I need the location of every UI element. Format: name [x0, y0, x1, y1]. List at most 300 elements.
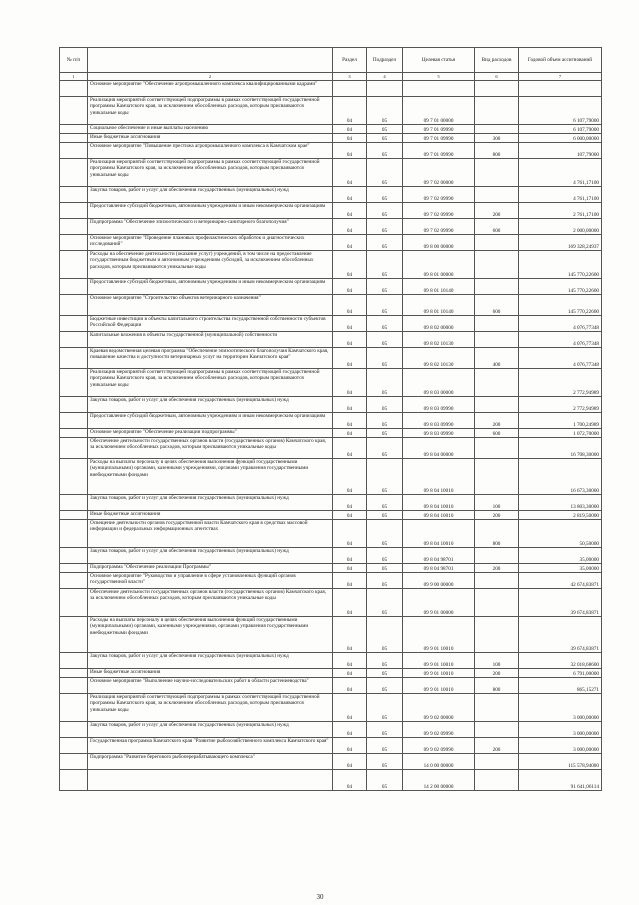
cell-name: Основное мероприятие "Руководство и управление в сфере установленных функций органов государственной власти" [88, 573, 333, 589]
cell-name: Иные бюджетные ассигнования [88, 134, 333, 143]
cell-podrazdel: 05 [367, 617, 403, 653]
cell-annual-sum: 107,79000 [519, 143, 602, 159]
cell-name: Бюджетные инвестиции в объекты капитального строительства государственной собственности субъектов Российской Федерации [88, 316, 333, 332]
cell-annual-sum: 145 770,22600 [519, 295, 602, 316]
cell-annual-sum: 50,50000 [519, 520, 602, 548]
cell-razdel: 04 [333, 564, 367, 573]
cell-annual-sum: 16 673,30000 [519, 459, 602, 495]
cell-podrazdel: 05 [367, 653, 403, 669]
cell-razdel: 04 [333, 397, 367, 413]
cell-podrazdel: 05 [367, 694, 403, 722]
cell-expense-type [475, 617, 519, 653]
cell-annual-sum: 865,15271 [519, 678, 602, 694]
cell-annual-sum: 39 674,83871 [519, 617, 602, 653]
header-name [88, 48, 333, 73]
cell-name: Основное мероприятие "Строительство объектов ветеринарного назначения" [88, 295, 333, 316]
cell-num [60, 251, 88, 279]
page-number: 30 [316, 893, 324, 901]
cell-target-article: 09 8 04 10010 [403, 520, 475, 548]
cell-podrazdel: 05 [367, 520, 403, 548]
cell-name: Подпрограмма "Развитие берегового рыбоперерабатывающего комплекса" [88, 754, 333, 770]
table-body [60, 81, 602, 791]
column-number: 3 [333, 73, 367, 81]
cell-podrazdel: 05 [367, 429, 403, 438]
cell-expense-type: 600 [475, 429, 519, 438]
cell-expense-type: 200 [475, 203, 519, 219]
cell-target-article: 09 9 02 09990 [403, 722, 475, 738]
cell-annual-sum: 1 700,24989 [519, 413, 602, 429]
cell-num [60, 548, 88, 564]
cell-target-article: 09 9 02 09990 [403, 738, 475, 754]
cell-annual-sum: 3 000,00000 [519, 738, 602, 754]
cell-razdel: 04 [333, 520, 367, 548]
table-row [60, 678, 602, 694]
cell-target-article: 09 7 01 00000 [403, 97, 475, 125]
cell-annual-sum: 32 018,68600 [519, 653, 602, 669]
cell-podrazdel: 05 [367, 316, 403, 332]
cell-target-article: 09 8 01 00000 [403, 251, 475, 279]
table-row [60, 332, 602, 348]
cell-podrazdel: 05 [367, 511, 403, 520]
cell-expense-type [475, 589, 519, 617]
cell-podrazdel: 05 [367, 251, 403, 279]
cell-num [60, 134, 88, 143]
cell-annual-sum: 1 072,70000 [519, 429, 602, 438]
cell-expense-type [475, 159, 519, 187]
cell-num [60, 187, 88, 203]
cell-name: Обеспечение деятельности государственных органов власти (государственных органов) Камчатского края, за исключением обособленных расходов, которым присваиваются уникальные коды [88, 589, 333, 617]
table-row [60, 573, 602, 589]
table-row [60, 81, 602, 97]
cell-name: Предоставление субсидий бюджетным, автономным учреждениям и иным некоммерческим организациям [88, 203, 333, 219]
cell-podrazdel: 05 [367, 738, 403, 754]
cell-annual-sum: 2 000,00000 [519, 219, 602, 235]
cell-num [60, 495, 88, 511]
cell-name: Краевая ведомственная целевая программа "Обеспечение эпизоотического благополучия Камчатского края, повышение качества и доступности ветеринарных услуг на территории Камчатского края" [88, 348, 333, 369]
cell-expense-type [475, 459, 519, 495]
cell-annual-sum: 4 761,17100 [519, 159, 602, 187]
cell-name: Иные бюджетные ассигнования [88, 669, 333, 678]
cell-razdel: 04 [333, 295, 367, 316]
cell-razdel: 04 [333, 369, 367, 397]
cell-target-article: 09 9 01 10010 [403, 617, 475, 653]
cell-target-article: 14 0 00 00000 [403, 754, 475, 770]
cell-expense-type: 100 [475, 653, 519, 669]
cell-expense-type: 200 [475, 564, 519, 573]
cell-name [88, 770, 333, 791]
cell-razdel: 04 [333, 694, 367, 722]
cell-podrazdel: 05 [367, 397, 403, 413]
cell-razdel: 04 [333, 159, 367, 187]
cell-podrazdel: 05 [367, 187, 403, 203]
cell-podrazdel [367, 81, 403, 97]
cell-target-article: 09 9 01 10010 [403, 653, 475, 669]
column-number: 4 [367, 73, 403, 81]
cell-expense-type [475, 316, 519, 332]
cell-num [60, 722, 88, 738]
cell-target-article: 09 8 04 00000 [403, 438, 475, 459]
cell-num [60, 459, 88, 495]
cell-target-article: 09 8 00 00000 [403, 235, 475, 251]
cell-podrazdel: 05 [367, 573, 403, 589]
cell-razdel: 04 [333, 429, 367, 438]
cell-podrazdel: 05 [367, 219, 403, 235]
cell-target-article: 09 7 02 09990 [403, 203, 475, 219]
cell-name: Закупка товаров, работ и услуг для обеспечения государственных (муниципальных) нужд [88, 548, 333, 564]
cell-name: Закупка товаров, работ и услуг для обеспечения государственных (муниципальных) нужд [88, 653, 333, 669]
cell-podrazdel: 05 [367, 369, 403, 397]
cell-annual-sum: 35,00000 [519, 564, 602, 573]
table-row [60, 295, 602, 316]
cell-num [60, 738, 88, 754]
table-row [60, 134, 602, 143]
header-num: № п/п [60, 48, 88, 73]
cell-name: Подпрограмма "Обеспечение эпизоотического и ветеринарно-санитарного благополучия" [88, 219, 333, 235]
cell-razdel: 04 [333, 459, 367, 495]
table-row [60, 495, 602, 511]
cell-name: Основное мероприятие "Обеспечение агропромышленного комплекса квалифицированными кадрами" [88, 81, 333, 97]
cell-expense-type [475, 397, 519, 413]
cell-name: Расходы на обеспечение деятельности (оказание услуг) учреждений, в том числе на предоставление государственным бюджетным и автономным учреждениям субсидий, за исключением обособленных расходов, которым присваиваются уникальные коды [88, 251, 333, 279]
cell-name: Иные бюджетные ассигнования [88, 511, 333, 520]
cell-num [60, 669, 88, 678]
table-row [60, 413, 602, 429]
header-expense-type: Вид расходов [475, 48, 519, 73]
cell-annual-sum: 42 674,83871 [519, 573, 602, 589]
cell-target-article: 09 9 01 00000 [403, 589, 475, 617]
cell-num [60, 770, 88, 791]
cell-podrazdel: 05 [367, 134, 403, 143]
cell-target-article: 09 9 01 10010 [403, 669, 475, 678]
cell-name: Реализация мероприятий соответствующей подпрограммы в рамках соответствующей государственной программы Камчатского края, за исключением обособленных расходов, которым присваиваются уникальные коды [88, 694, 333, 722]
cell-razdel: 04 [333, 187, 367, 203]
cell-name: Закупка товаров, работ и услуг для обеспечения государственных (муниципальных) нужд [88, 187, 333, 203]
cell-annual-sum: 6 000,00000 [519, 134, 602, 143]
cell-num [60, 143, 88, 159]
cell-podrazdel: 05 [367, 295, 403, 316]
cell-podrazdel: 05 [367, 413, 403, 429]
cell-num [60, 316, 88, 332]
cell-expense-type: 600 [475, 295, 519, 316]
cell-num [60, 97, 88, 125]
table-row [60, 348, 602, 369]
header-row [60, 48, 602, 73]
cell-annual-sum: 2 761,17100 [519, 203, 602, 219]
cell-target-article: 09 8 04 10010 [403, 511, 475, 520]
table-row [60, 511, 602, 520]
cell-razdel: 04 [333, 125, 367, 134]
cell-name: Расходы на выплаты персоналу в целях обеспечения выполнения функций государственными (муниципальными) органами, казенными учреждениями, органами управления государственными внебюджетными фондами [88, 459, 333, 495]
cell-name: Закупка товаров, работ и услуг для обеспечения государственных (муниципальных) нужд [88, 722, 333, 738]
cell-annual-sum: 145 770,22600 [519, 251, 602, 279]
cell-name: Капитальные вложения в объекты государственной (муниципальной) собственности [88, 332, 333, 348]
cell-target-article: 09 9 01 10010 [403, 678, 475, 694]
cell-target-article: 09 8 03 09990 [403, 397, 475, 413]
cell-razdel: 04 [333, 143, 367, 159]
column-number: 7 [519, 73, 602, 81]
table-row [60, 770, 602, 791]
cell-expense-type: 100 [475, 495, 519, 511]
cell-name: Предоставление субсидий бюджетным, автономным учреждениям и иным некоммерческим организациям [88, 279, 333, 295]
cell-expense-type: 800 [475, 520, 519, 548]
cell-name: Закупка товаров, работ и услуг для обеспечения государственных (муниципальных) нужд [88, 495, 333, 511]
cell-podrazdel: 05 [367, 589, 403, 617]
cell-annual-sum [519, 81, 602, 97]
cell-name: Реализация мероприятий соответствующей подпрограммы в рамках соответствующей государственной программы Камчатского края, за исключением обособленных расходов, которым присваиваются уникальные коды [88, 159, 333, 187]
cell-podrazdel: 05 [367, 459, 403, 495]
cell-num [60, 279, 88, 295]
cell-razdel: 04 [333, 251, 367, 279]
cell-annual-sum: 13 803,30000 [519, 495, 602, 511]
cell-num [60, 564, 88, 573]
table-row [60, 219, 602, 235]
table-row [60, 669, 602, 678]
cell-num [60, 429, 88, 438]
cell-podrazdel: 05 [367, 548, 403, 564]
cell-podrazdel: 05 [367, 279, 403, 295]
cell-podrazdel: 05 [367, 97, 403, 125]
cell-num [60, 348, 88, 369]
table-row [60, 235, 602, 251]
cell-name: Основное мероприятие "Проведение плановых профилактических обработок и диагностических исследований" [88, 235, 333, 251]
cell-annual-sum: 16 708,30000 [519, 438, 602, 459]
cell-razdel: 04 [333, 573, 367, 589]
cell-razdel: 04 [333, 589, 367, 617]
cell-annual-sum: 2 819,50000 [519, 511, 602, 520]
cell-expense-type [475, 125, 519, 134]
cell-num [60, 438, 88, 459]
cell-num [60, 694, 88, 722]
column-number: 2 [88, 73, 333, 81]
cell-razdel: 04 [333, 738, 367, 754]
cell-target-article: 09 7 02 09990 [403, 219, 475, 235]
column-number: 1 [60, 73, 88, 81]
cell-expense-type [475, 573, 519, 589]
cell-name: Реализация мероприятий соответствующей подпрограммы в рамках соответствующей государственной программы Камчатского края, за исключением обособленных расходов, которым присваиваются уникальные коды [88, 97, 333, 125]
cell-target-article: 09 7 01 09990 [403, 125, 475, 134]
header-target-article: Целевая статья [403, 48, 475, 73]
cell-name: Расходы на выплаты персоналу в целях обеспечения выполнения функций государственными (муниципальными) органами, казенными учреждениями, органами управления государственными внебюджетными фондами [88, 617, 333, 653]
cell-podrazdel: 05 [367, 143, 403, 159]
cell-num [60, 235, 88, 251]
table-row [60, 722, 602, 738]
cell-num [60, 203, 88, 219]
cell-expense-type [475, 235, 519, 251]
cell-name: Освещение деятельности органов государственной власти Камчатского края в средствах массовой информации и федеральных информационных агентствах [88, 520, 333, 548]
cell-razdel: 04 [333, 203, 367, 219]
table-row [60, 203, 602, 219]
cell-expense-type [475, 722, 519, 738]
table-row [60, 653, 602, 669]
cell-target-article: 09 7 02 09990 [403, 187, 475, 203]
cell-expense-type [475, 97, 519, 125]
cell-annual-sum: 169 328,24937 [519, 235, 602, 251]
header-annual-sum: Годовой объем ассигнований [519, 48, 602, 73]
column-number-row [60, 73, 602, 81]
cell-num [60, 295, 88, 316]
cell-num [60, 219, 88, 235]
cell-num [60, 81, 88, 97]
cell-annual-sum: 4 761,17100 [519, 187, 602, 203]
cell-num [60, 332, 88, 348]
cell-razdel: 04 [333, 548, 367, 564]
budget-table-sheet [59, 47, 601, 791]
cell-target-article: 09 8 02 10130 [403, 332, 475, 348]
cell-expense-type: 400 [475, 348, 519, 369]
cell-annual-sum: 4 076,77348 [519, 332, 602, 348]
cell-razdel: 04 [333, 279, 367, 295]
cell-podrazdel: 05 [367, 348, 403, 369]
cell-podrazdel: 05 [367, 438, 403, 459]
cell-razdel: 04 [333, 134, 367, 143]
cell-expense-type [475, 251, 519, 279]
cell-name: Подпрограмма "Обеспечение реализации Программы" [88, 564, 333, 573]
cell-name: Социальное обеспечение и иные выплаты населению [88, 125, 333, 134]
cell-target-article: 09 8 02 00000 [403, 316, 475, 332]
cell-num [60, 520, 88, 548]
cell-num [60, 413, 88, 429]
table-row [60, 143, 602, 159]
cell-annual-sum: 4 076,77348 [519, 348, 602, 369]
cell-target-article: 09 8 01 10140 [403, 295, 475, 316]
cell-razdel [333, 81, 367, 97]
cell-razdel: 04 [333, 669, 367, 678]
table-row [60, 159, 602, 187]
cell-annual-sum: 91 641,06114 [519, 770, 602, 791]
cell-num [60, 369, 88, 397]
budget-table [59, 47, 602, 791]
cell-annual-sum: 3 000,00000 [519, 694, 602, 722]
cell-name: Закупка товаров, работ и услуг для обеспечения государственных (муниципальных) нужд [88, 397, 333, 413]
cell-razdel: 04 [333, 511, 367, 520]
cell-expense-type [475, 770, 519, 791]
cell-expense-type [475, 187, 519, 203]
cell-expense-type: 800 [475, 678, 519, 694]
table-row [60, 694, 602, 722]
cell-name: Реализация мероприятий соответствующей подпрограммы в рамках соответствующей государственной программы Камчатского края, за исключением обособленных расходов, которым присваиваются уникальные коды [88, 369, 333, 397]
column-number: 5 [403, 73, 475, 81]
cell-expense-type: 200 [475, 413, 519, 429]
cell-target-article: 14 2 00 00000 [403, 770, 475, 791]
cell-annual-sum: 115 578,94000 [519, 754, 602, 770]
cell-target-article: 09 8 04 98701 [403, 548, 475, 564]
cell-podrazdel: 05 [367, 159, 403, 187]
table-row [60, 459, 602, 495]
cell-target-article: 09 8 04 10010 [403, 495, 475, 511]
table-row [60, 754, 602, 770]
cell-annual-sum: 35,00000 [519, 548, 602, 564]
cell-razdel: 04 [333, 413, 367, 429]
cell-expense-type [475, 548, 519, 564]
cell-name: Предоставление субсидий бюджетным, автономным учреждениям и иным некоммерческим организациям [88, 413, 333, 429]
table-row [60, 520, 602, 548]
table-row [60, 316, 602, 332]
cell-target-article: 09 8 04 98701 [403, 564, 475, 573]
cell-annual-sum: 3 000,00000 [519, 722, 602, 738]
cell-annual-sum: 145 770,22600 [519, 279, 602, 295]
cell-target-article: 09 7 01 09990 [403, 134, 475, 143]
cell-razdel: 04 [333, 235, 367, 251]
cell-annual-sum: 39 674,83871 [519, 589, 602, 617]
table-row [60, 589, 602, 617]
cell-target-article: 09 8 01 10140 [403, 279, 475, 295]
table-row [60, 738, 602, 754]
table-row [60, 617, 602, 653]
table-row [60, 397, 602, 413]
cell-razdel: 04 [333, 722, 367, 738]
cell-num [60, 589, 88, 617]
cell-target-article: 09 8 03 00000 [403, 369, 475, 397]
cell-num [60, 653, 88, 669]
cell-target-article [403, 81, 475, 97]
cell-expense-type [475, 694, 519, 722]
cell-name: Основное мероприятие "Повышение престижа агропромышленного комплекса в Камчатском крае" [88, 143, 333, 159]
cell-expense-type [475, 438, 519, 459]
cell-annual-sum: 4 076,77348 [519, 316, 602, 332]
cell-target-article: 09 7 01 09990 [403, 143, 475, 159]
cell-razdel: 04 [333, 653, 367, 669]
cell-expense-type: 600 [475, 219, 519, 235]
table-row [60, 125, 602, 134]
cell-razdel: 04 [333, 754, 367, 770]
cell-num [60, 617, 88, 653]
cell-podrazdel: 05 [367, 678, 403, 694]
cell-num [60, 511, 88, 520]
cell-expense-type [475, 81, 519, 97]
cell-podrazdel: 05 [367, 770, 403, 791]
cell-podrazdel: 05 [367, 754, 403, 770]
cell-expense-type: 200 [475, 669, 519, 678]
cell-num [60, 397, 88, 413]
cell-podrazdel: 05 [367, 564, 403, 573]
header-razdel: Раздел [333, 48, 367, 73]
cell-target-article: 09 9 02 00000 [403, 694, 475, 722]
cell-num [60, 573, 88, 589]
cell-expense-type [475, 369, 519, 397]
cell-target-article: 09 9 00 00000 [403, 573, 475, 589]
header-podrazdel: Подраздел [367, 48, 403, 73]
cell-num [60, 159, 88, 187]
cell-podrazdel: 05 [367, 332, 403, 348]
table-row [60, 369, 602, 397]
table-row [60, 187, 602, 203]
table-row [60, 564, 602, 573]
cell-target-article: 09 8 04 10010 [403, 459, 475, 495]
cell-expense-type: 200 [475, 511, 519, 520]
cell-name: Основное мероприятие "Обеспечение реализации подпрограммы" [88, 429, 333, 438]
cell-expense-type [475, 279, 519, 295]
cell-expense-type [475, 332, 519, 348]
cell-expense-type: 200 [475, 738, 519, 754]
cell-razdel: 04 [333, 678, 367, 694]
cell-num [60, 678, 88, 694]
table-row [60, 97, 602, 125]
cell-podrazdel: 05 [367, 125, 403, 134]
cell-razdel: 04 [333, 348, 367, 369]
cell-podrazdel: 05 [367, 495, 403, 511]
cell-num [60, 125, 88, 134]
table-row [60, 438, 602, 459]
cell-razdel: 04 [333, 770, 367, 791]
cell-target-article: 09 8 03 09990 [403, 413, 475, 429]
table-row [60, 251, 602, 279]
cell-podrazdel: 05 [367, 235, 403, 251]
cell-annual-sum: 2 772,94989 [519, 369, 602, 397]
cell-razdel: 04 [333, 97, 367, 125]
cell-razdel: 04 [333, 316, 367, 332]
cell-expense-type: 800 [475, 143, 519, 159]
cell-name: Основное мероприятие "Выполнение научно-исследовательских работ в области растениеводства" [88, 678, 333, 694]
